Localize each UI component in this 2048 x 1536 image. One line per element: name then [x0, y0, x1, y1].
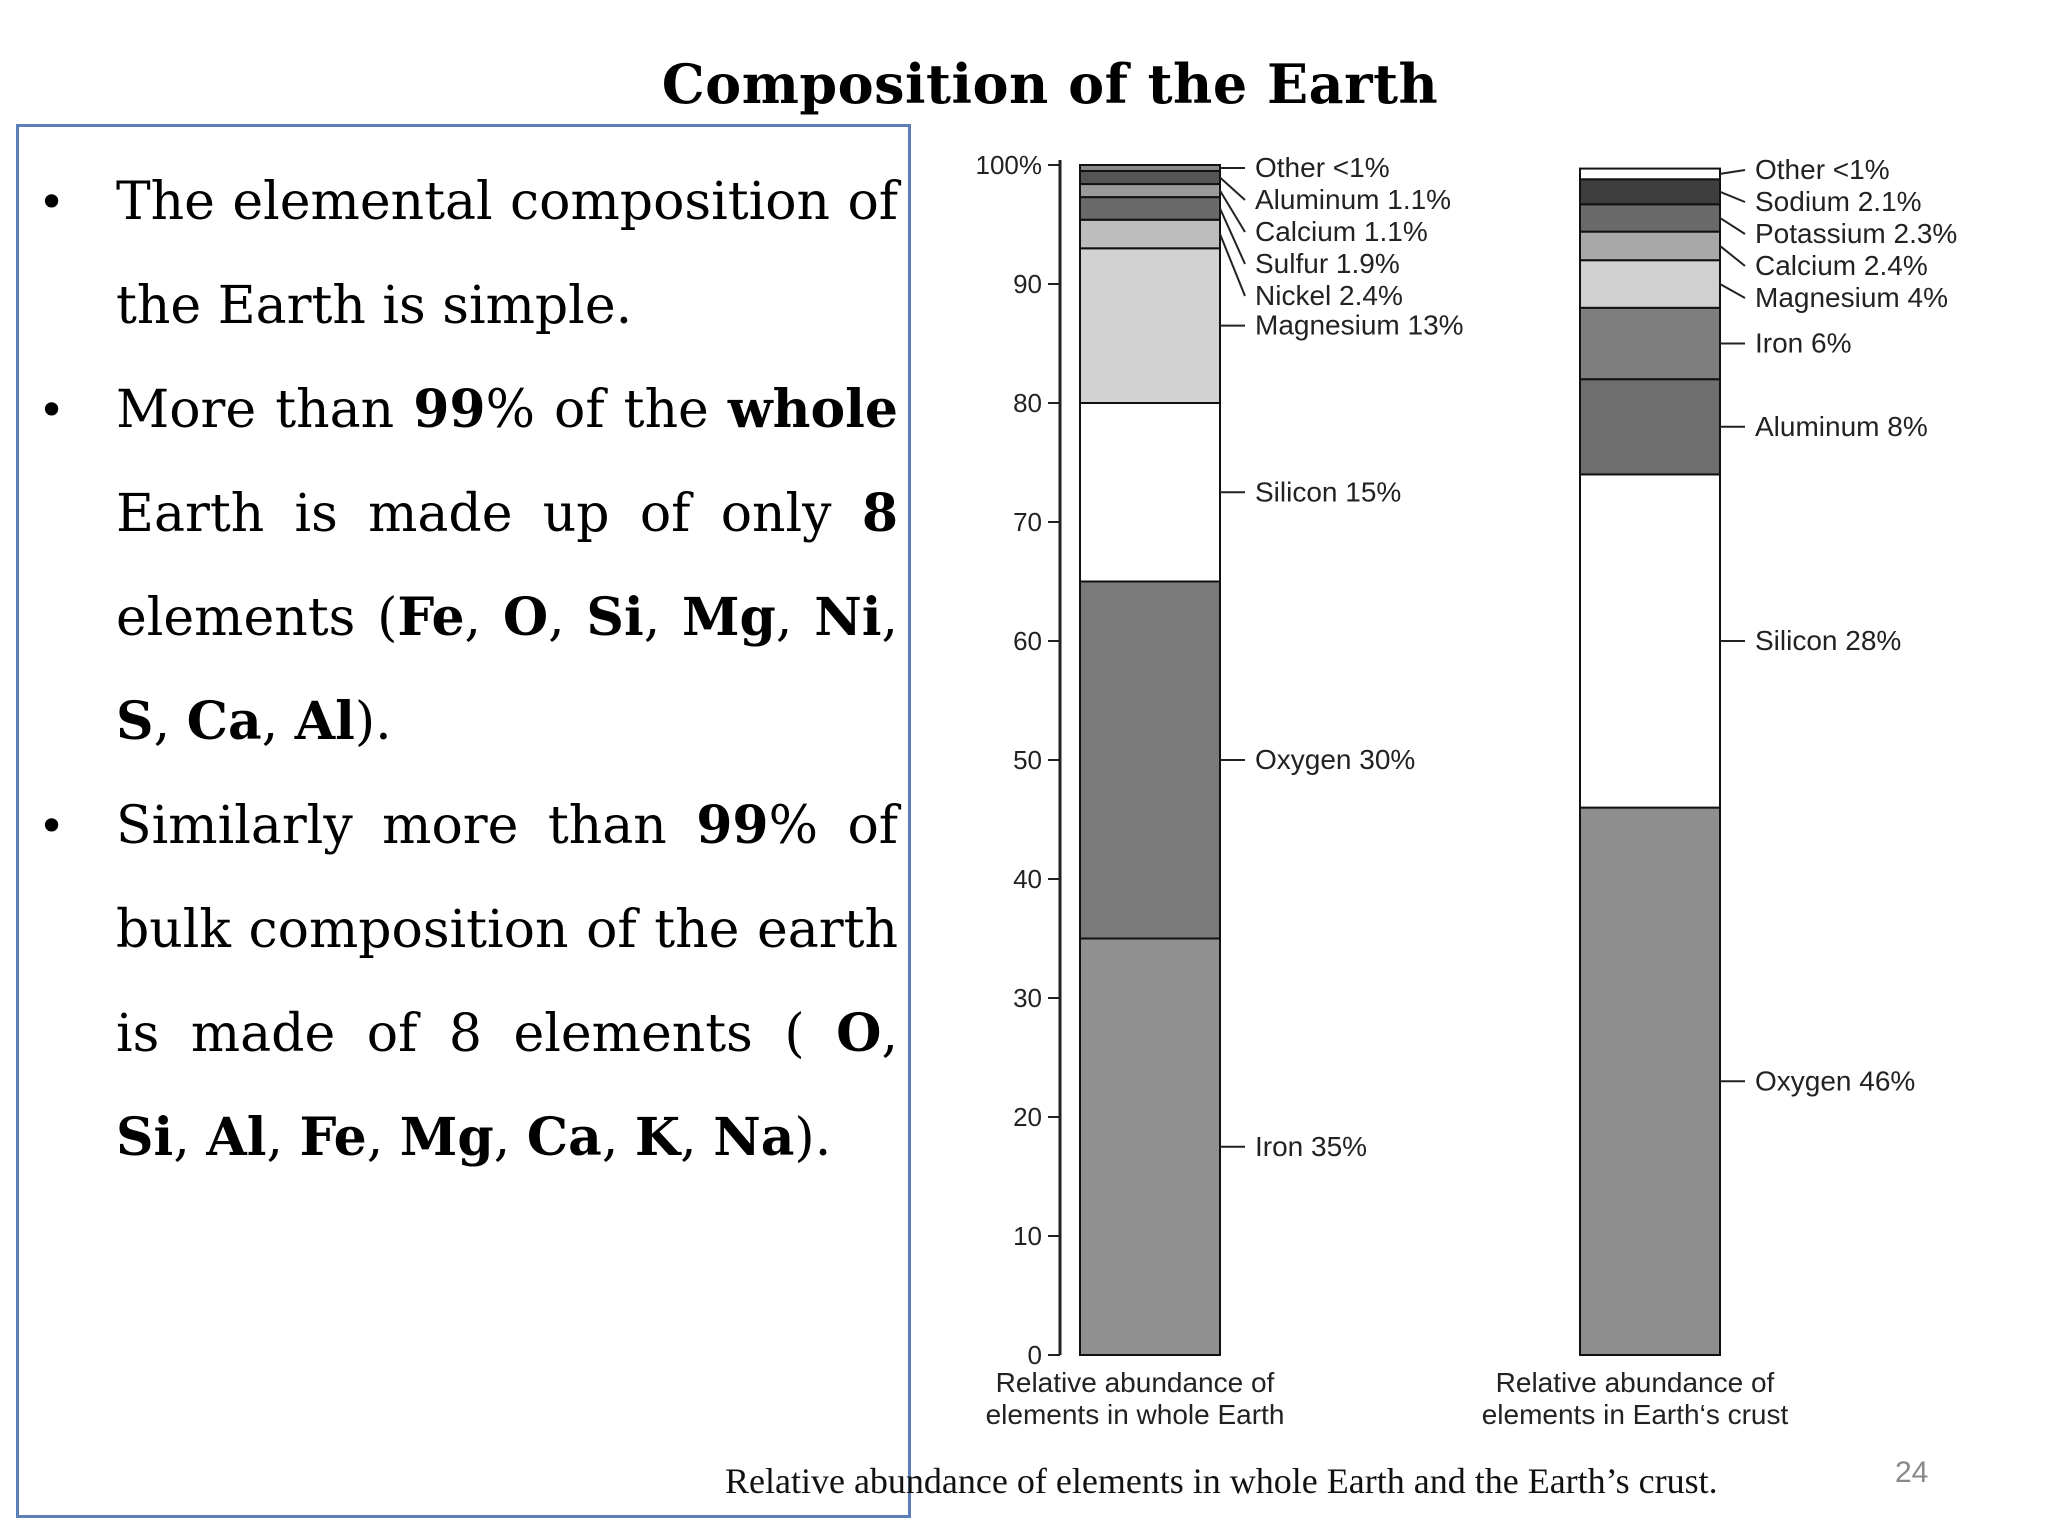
segment-label: Potassium 2.3%	[1755, 218, 1958, 249]
bullet-text	[116, 796, 898, 1168]
bar-segment	[1580, 379, 1720, 474]
y-tick-label: 0	[1027, 1340, 1042, 1370]
bold-text-run: Fe	[299, 1107, 367, 1168]
segment-label: Calcium 2.4%	[1755, 250, 1928, 281]
bar-segment	[1580, 260, 1720, 308]
text-run: ,	[881, 588, 899, 648]
text-run: ,	[881, 1004, 898, 1064]
segment-label: Sulfur 1.9%	[1255, 248, 1400, 279]
y-tick-label: 80	[1013, 388, 1042, 418]
y-tick-label: 10	[1013, 1221, 1042, 1251]
segment-label: Other <1%	[1255, 152, 1390, 183]
segment-label: Aluminum 8%	[1755, 410, 1928, 442]
bar-segment	[1580, 308, 1720, 379]
bar-segment	[1080, 248, 1220, 403]
segment-label: Sodium 2.1%	[1755, 186, 1922, 217]
bold-text-run: 8	[861, 483, 898, 544]
text-run: ,	[493, 1108, 527, 1168]
bar-segment	[1080, 197, 1220, 220]
text-run: ,	[643, 588, 682, 648]
text-run: ,	[464, 588, 503, 648]
text-run: ,	[601, 1108, 635, 1168]
y-tick-label: 50	[1013, 745, 1042, 775]
bold-text-run: Ca	[526, 1107, 602, 1168]
y-tick-label: 40	[1013, 864, 1042, 894]
text-run: ,	[153, 692, 187, 752]
leader-line	[1720, 246, 1745, 266]
leader-line	[1720, 170, 1745, 174]
leader-line	[1720, 218, 1745, 234]
bold-text-run: Mg	[682, 587, 776, 648]
text-run: ).	[794, 1108, 832, 1168]
text-run: ).	[354, 692, 392, 752]
segment-label: Oxygen 30%	[1255, 744, 1416, 775]
bullet-text	[116, 172, 898, 336]
bold-text-run: Al	[294, 691, 355, 752]
slide-title: Composition of the Earth	[661, 52, 1439, 116]
y-tick-label: 100%	[975, 150, 1042, 180]
bold-text-run: Ni	[814, 587, 882, 648]
text-run: ,	[680, 1108, 714, 1168]
text-run: % of bulk composition of the earth is made of 8 elements (	[116, 796, 898, 1064]
bold-text-run: Si	[586, 587, 644, 648]
y-tick-label: 90	[1013, 269, 1042, 299]
text-run: ,	[173, 1108, 207, 1168]
y-tick-label: 20	[1013, 1102, 1042, 1132]
bar-segment	[1580, 169, 1720, 180]
bar-segment	[1580, 232, 1720, 261]
segment-label: Silicon 15%	[1255, 476, 1402, 508]
bar-segment	[1080, 582, 1220, 939]
bar-segment	[1080, 165, 1220, 171]
segment-label: Iron 35%	[1255, 1130, 1368, 1162]
text-run: ,	[261, 692, 295, 752]
bold-text-run: 99	[413, 379, 486, 440]
text-run: Similarly more than	[116, 796, 697, 856]
leader-line	[1720, 284, 1745, 298]
bullet-list	[20, 150, 900, 1190]
text-run: ,	[266, 1108, 300, 1168]
bold-text-run: whole	[727, 379, 898, 440]
bar-segment	[1080, 184, 1220, 197]
y-tick-label: 30	[1013, 983, 1042, 1013]
bullet-item	[20, 150, 900, 358]
leader-line	[1220, 208, 1245, 264]
segment-label: Aluminum 1.1%	[1255, 184, 1452, 215]
segment-label: Magnesium 4%	[1755, 282, 1948, 313]
bar-segment	[1580, 808, 1720, 1355]
bold-text-run: 99	[696, 795, 769, 856]
bold-text-run: O	[836, 1003, 882, 1064]
segment-label: Calcium 1.1%	[1255, 216, 1428, 247]
bold-text-run: Al	[206, 1107, 267, 1168]
bar-segment	[1580, 474, 1720, 807]
y-tick-label: 60	[1013, 626, 1042, 656]
bullet-dot-icon: •	[38, 175, 66, 229]
bold-text-run: Na	[713, 1107, 795, 1168]
segment-label: Iron 6%	[1755, 327, 1852, 359]
bar-segment	[1080, 939, 1220, 1356]
bold-text-run: Mg	[399, 1107, 494, 1168]
bold-text-run: S	[116, 691, 154, 752]
segment-label: Oxygen 46%	[1755, 1065, 1916, 1097]
bullet-text	[116, 380, 898, 752]
text-run: ,	[366, 1108, 400, 1168]
segment-label: Magnesium 13%	[1255, 309, 1464, 341]
bar-axis-label: elements in Earth‘s crust	[1481, 1399, 1789, 1430]
bar-segment	[1580, 204, 1720, 231]
leader-line	[1720, 192, 1745, 202]
text-run: More than	[116, 380, 414, 440]
leader-line	[1220, 234, 1245, 296]
text-run: The elemental composition of the Earth is simple.	[116, 172, 898, 336]
bullet-item	[20, 358, 900, 774]
bold-text-run: O	[502, 587, 549, 648]
bold-text-run: K	[634, 1107, 681, 1168]
bold-text-run: Si	[116, 1107, 174, 1168]
bullet-dot-icon: •	[38, 383, 66, 437]
bold-text-run: Fe	[397, 587, 465, 648]
bullet-item	[20, 774, 900, 1190]
text-run: Earth is made up of only	[116, 484, 862, 544]
page-number: 24	[1895, 1456, 1929, 1489]
segment-label: Nickel 2.4%	[1255, 280, 1403, 311]
chart-caption: Relative abundance of elements in whole Earth and the Earth’s crust.	[725, 1461, 1718, 1501]
bar-axis-label: Relative abundance of	[1495, 1367, 1775, 1398]
bullet-dot-icon: •	[38, 799, 66, 853]
bar-axis-label: elements in whole Earth	[985, 1399, 1285, 1430]
segment-label: Other <1%	[1755, 154, 1890, 185]
segment-label: Silicon 28%	[1755, 625, 1902, 656]
bar-axis-label: Relative abundance of	[995, 1367, 1275, 1398]
bar-segment	[1080, 220, 1220, 249]
y-tick-label: 70	[1013, 507, 1042, 537]
bar-segment	[1080, 403, 1220, 582]
text-run: elements (	[116, 588, 398, 648]
bar-segment	[1080, 171, 1220, 184]
text-run: % of the	[485, 380, 728, 440]
bold-text-run: Ca	[186, 691, 262, 752]
text-run: ,	[548, 588, 587, 648]
bar-segment	[1580, 179, 1720, 204]
text-run: ,	[775, 588, 815, 648]
stacked-bar-chart	[930, 130, 2030, 1460]
